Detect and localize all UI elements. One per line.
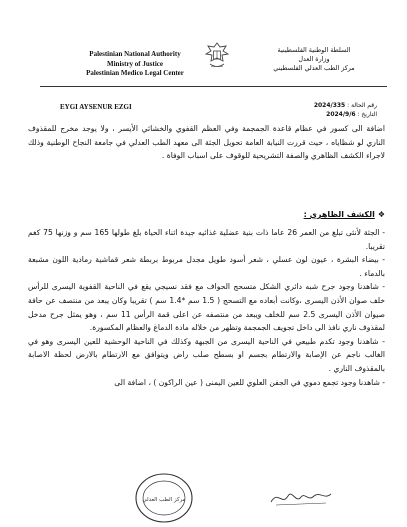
patient-name: EYGI AYSENUR EZGI: [60, 103, 132, 111]
ministry-name-ar: وزارة العدل: [298, 55, 330, 63]
section-heading: [304, 210, 385, 219]
stamp-text: مركز الطب العدلي: [142, 497, 186, 503]
signature: [268, 484, 334, 510]
date-line: التاريخ : 2024/9/6: [326, 111, 377, 118]
date-label: التاريخ: [361, 111, 377, 118]
star-bullet-icon: ❖: [377, 210, 385, 219]
header-divider: [40, 86, 387, 87]
eagle-emblem-icon: [204, 40, 230, 70]
finding-item: - شاهدنا وجود جرح شبه دائري الشكل متسحج الحواف مع فقد نسيجي يقع في الناحية القفوية اليسرى للرأس خلف صوان الأذن اليسرى ،وكانت أبعاده مع التسحج ( 1.5 سم *1.4 سم ) تقريبا وكان يبعد من منتصف عن حافة صيوان الأذن اليسرى 2.5 سم للخلف ويبعد من منتصفه عن اعلى قمة الرأس 11 سم ، وهو يمثل جرح مدخل لمقذوف ناري نافذ الى داخل تجويف الجمجمة وتظهر من خلاله مادة الدماغ والعظام المكسورة.: [28, 282, 385, 333]
finding-item: - بيضاء البشرة ، عيون لون عسلي ، شعر أسود طويل مجدل مربوط بربطة شعر قماشية رمادية اللون مشبعة بالدماء .: [28, 255, 385, 278]
authority-name-en: Palestinian National Authority: [89, 50, 181, 58]
section-title: الكشف الظاهري :: [303, 210, 375, 219]
header-english: [60, 50, 210, 79]
center-name-en: Palestinian Medico Legal Center: [86, 69, 184, 77]
findings-list: [28, 226, 385, 389]
finding-item: - شاهدنا وجود تجمع دموي في الجفن العلوي للعين اليمنى ( عين الراكون ) ، اضافة الى: [114, 377, 385, 387]
report-date: 2024/9/6: [326, 111, 356, 118]
case-number: 2024/335: [313, 102, 346, 109]
official-stamp: [132, 470, 196, 526]
intro-paragraph: اضافة الى كسور في عظام قاعدة الجمجمة وفي العظم القفوي والخشائي الأيسر ، ولا يوجد مخرج للمقذوف الناري لو شظاياه ، حيث قررت النيابة العامة تحويل الجثة الى معهد الطب العدلي في جامعة النجاح الوطنية وذلك لاجراء الكشف الظاهري والصفة التشريحية للوقوف على اسباب الوفاة .: [28, 124, 385, 161]
reference-block: [314, 101, 377, 119]
finding-item: - شاهدنا وجود تكدم طبيعي في الناحية اليسرى من الجبهة وكذلك في الناحية الوحشية للعين اليسرى وهو في الغالب ناجم عن الإصابة والارتطام بجسم او بسطح صلب راض ويتوافق مع الارتطام بالارض لحظة الاصابة بالمقذوف الناري .: [28, 336, 385, 373]
center-name-ar: مركز الطب العدلي الفلسطيني: [273, 64, 355, 72]
header-arabic: [255, 46, 373, 73]
case-number-label: رقم الحالة: [351, 102, 377, 109]
authority-name-ar: السلطة الوطنية الفلسطينية: [277, 46, 351, 54]
case-number-line: رقم الحالة : 2024/335: [313, 102, 377, 109]
finding-item: - الجثة لأنثى تبلغ من العمر 26 عاما ذات بنية عضلية غذائيه جيدة اثناء الحياة بلغ طولها 165 سم و وزنها 75 كغم تقريبا.: [28, 228, 385, 251]
ministry-name-en: Ministry of Justice: [107, 59, 163, 68]
